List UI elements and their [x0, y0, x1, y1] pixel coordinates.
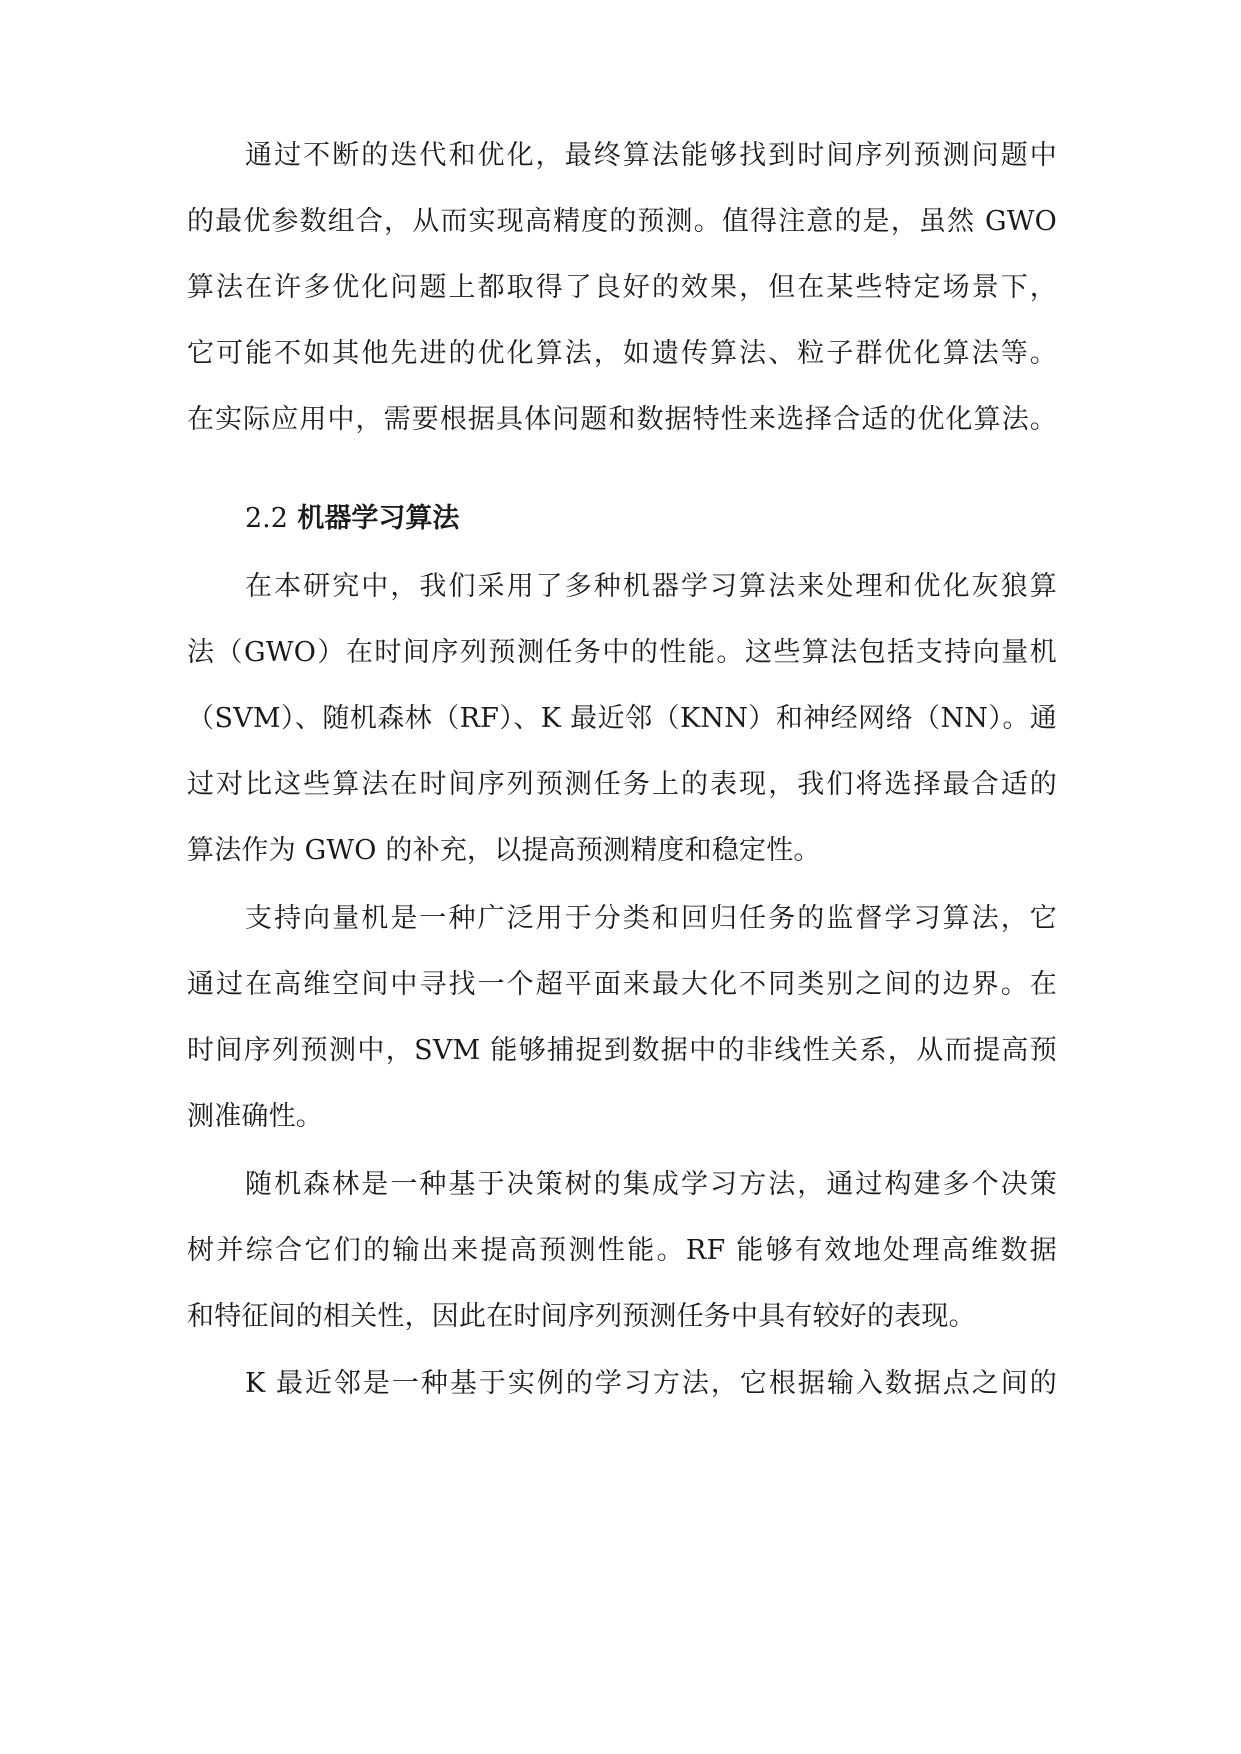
text-line: 在实际应用中，需要根据具体问题和数据特性来选择合适的优化算法。: [187, 404, 1057, 435]
text-line: 测准确性。: [187, 1101, 323, 1132]
text-line: 过对比这些算法在时间序列预测任务上的表现，我们将选择最合适的: [187, 769, 1057, 800]
text-line: 算法作为 GWO 的补充，以提高预测精度和稳定性。: [187, 835, 821, 866]
section-title: 机器学习算法: [297, 503, 460, 534]
text-line: 时间序列预测中，SVM 能够捕捉到数据中的非线性关系，从而提高预: [187, 1035, 1057, 1066]
text-line: 法（GWO）在时间序列预测任务中的性能。这些算法包括支持向量机: [187, 637, 1057, 668]
text-line: 在本研究中，我们采用了多种机器学习算法来处理和优化灰狼算: [245, 571, 1057, 602]
text-line: 随机森林是一种基于决策树的集成学习方法，通过构建多个决策: [245, 1169, 1057, 1200]
text-line: 支持向量机是一种广泛用于分类和回归任务的监督学习算法，它: [245, 903, 1057, 934]
text-line: 它可能不如其他先进的优化算法，如遗传算法、粒子群优化算法等。: [187, 338, 1057, 369]
section-heading: [245, 499, 459, 539]
text-line: 通过在高维空间中寻找一个超平面来最大化不同类别之间的边界。在: [187, 969, 1057, 1000]
text-line: 的最优参数组合，从而实现高精度的预测。值得注意的是，虽然 GWO: [187, 206, 1057, 237]
section-number: 2.2: [245, 503, 288, 534]
text-line: 和特征间的相关性，因此在时间序列预测任务中具有较好的表现。: [187, 1301, 976, 1332]
text-line: （SVM）、随机森林（RF）、K 最近邻（KNN）和神经网络（NN）。通: [187, 703, 1057, 734]
text-line: K 最近邻是一种基于实例的学习方法，它根据输入数据点之间的: [245, 1368, 1057, 1399]
text-line: 通过不断的迭代和优化，最终算法能够找到时间序列预测问题中: [245, 140, 1057, 171]
text-line: 树并综合它们的输出来提高预测性能。RF 能够有效地处理高维数据: [187, 1235, 1057, 1266]
text-line: 算法在许多优化问题上都取得了良好的效果，但在某些特定场景下，: [187, 272, 1057, 303]
